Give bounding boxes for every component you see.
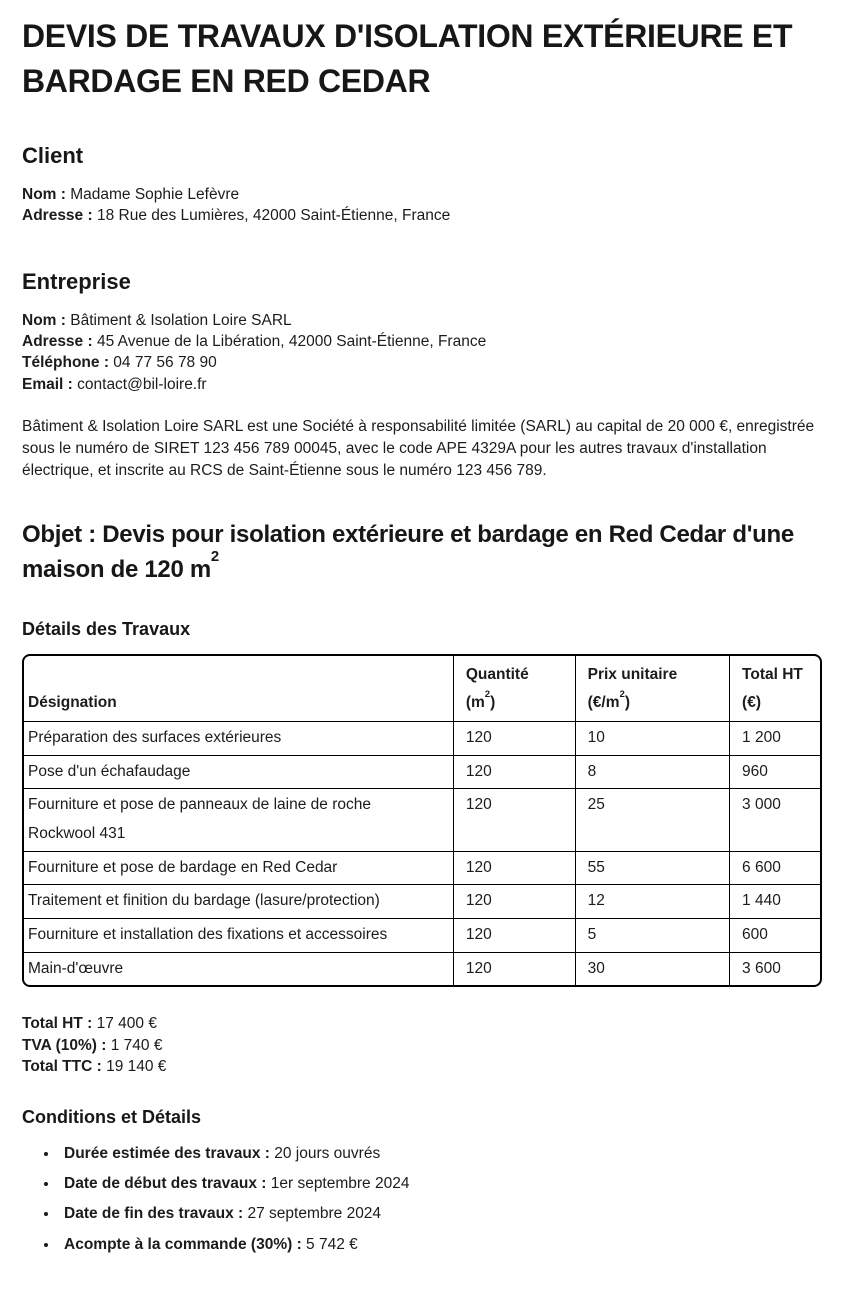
entreprise-telephone-field	[22, 352, 822, 373]
cell-quantite: 120	[454, 756, 576, 790]
travaux-heading: Détails des Travaux	[22, 618, 191, 639]
condition-date-fin-label: Date de fin des travaux :	[64, 1205, 244, 1223]
entreprise-adresse-field	[22, 331, 822, 352]
cell-total-ht: 3 000	[730, 789, 820, 851]
objet-line2: maison de 120 m	[22, 556, 211, 584]
entreprise-telephone-label: Téléphone :	[22, 354, 109, 372]
cell-total-ht: 960	[730, 756, 820, 790]
table-header-row	[24, 656, 820, 722]
cell-quantite: 120	[454, 919, 576, 953]
cell-quantite: 120	[454, 789, 576, 851]
header-cell-designation	[24, 656, 454, 722]
total-ht-line	[22, 1013, 822, 1034]
entreprise-email-value: contact@bil-loire.fr	[77, 375, 207, 393]
entreprise-telephone-value: 04 77 56 78 90	[113, 354, 217, 372]
total-ttc-value: 19 140 €	[106, 1058, 167, 1076]
objet-line1: Objet : Devis pour isolation extérieure et bardage en Red Cedar d'une	[22, 521, 794, 549]
client-nom-field	[22, 184, 822, 205]
header-quantite-label: Quantité	[465, 665, 529, 683]
entreprise-section-heading: Entreprise	[22, 268, 131, 294]
page-title-line2: BARDAGE EN RED CEDAR	[22, 63, 431, 100]
cell-designation: Pose d'un échafaudage	[24, 756, 454, 790]
condition-date-debut-value: 1er septembre 2024	[270, 1174, 410, 1192]
tva-label: TVA (10%) :	[22, 1036, 107, 1054]
condition-acompte-value: 5 742 €	[306, 1235, 358, 1253]
page-title-line1: DEVIS DE TRAVAUX D'ISOLATION EXTÉRIEURE ET	[22, 18, 793, 54]
cell-designation: Fourniture et installation des fixations et accessoires	[24, 919, 454, 953]
condition-date-fin-value: 27 septembre 2024	[247, 1205, 382, 1223]
cell-prix-unitaire: 8	[576, 756, 730, 790]
cell-prix-unitaire: 12	[576, 885, 730, 919]
tva-line	[22, 1035, 822, 1056]
cell-quantite: 120	[454, 852, 576, 886]
header-prix-label: Prix unitaire	[587, 665, 678, 683]
cell-prix-unitaire: 5	[576, 919, 730, 953]
condition-date-debut-label: Date de début des travaux :	[64, 1174, 267, 1192]
conditions-heading: Conditions et Détails	[22, 1106, 202, 1127]
entreprise-nom-value: Bâtiment & Isolation Loire SARL	[70, 311, 292, 329]
cell-designation: Fourniture et pose de bardage en Red Cedar	[24, 852, 454, 886]
entreprise-email-label: Email :	[22, 375, 73, 393]
header-total-label: Total HT	[742, 665, 803, 683]
quantite-unit-suffix: )	[490, 694, 496, 712]
cell-quantite: 120	[454, 885, 576, 919]
cell-total-ht: 6 600	[730, 852, 820, 886]
client-fields	[22, 184, 822, 227]
totals-block	[22, 1013, 822, 1077]
header-prix-unit	[587, 688, 631, 712]
total-ht-label: Total HT :	[22, 1015, 93, 1033]
table-row	[24, 789, 820, 851]
table-row	[24, 885, 820, 919]
tva-value: 1 740 €	[110, 1036, 163, 1054]
client-nom-value: Madame Sophie Lefèvre	[70, 185, 240, 203]
cell-designation: Fourniture et pose de panneaux de laine de roche Rockwool 431	[24, 789, 454, 851]
header-cell-prix-unitaire	[576, 656, 730, 722]
objet-superscript: 2	[210, 549, 219, 566]
condition-acompte-label: Acompte à la commande (30%) :	[64, 1235, 302, 1253]
total-ttc-label: Total TTC :	[22, 1058, 102, 1076]
client-adresse-field	[22, 205, 822, 226]
cell-total-ht: 1 200	[730, 722, 820, 756]
cell-prix-unitaire: 10	[576, 722, 730, 756]
table-row	[24, 756, 820, 790]
table-row	[24, 722, 820, 756]
header-total-unit: (€)	[742, 694, 761, 712]
client-nom-label: Nom :	[22, 185, 66, 203]
header-cell-quantite	[454, 656, 576, 722]
cell-quantite: 120	[454, 722, 576, 756]
table-row	[24, 852, 820, 886]
cell-total-ht: 1 440	[730, 885, 820, 919]
total-ttc-line	[22, 1056, 822, 1077]
client-adresse-label: Adresse :	[22, 207, 93, 225]
quantite-unit-sup: 2	[484, 688, 491, 700]
prix-unit-sup: 2	[619, 688, 625, 700]
condition-item-date-debut	[59, 1173, 822, 1194]
table-row	[24, 953, 820, 986]
page-title	[22, 14, 822, 105]
works-table	[22, 654, 822, 988]
table-row	[24, 919, 820, 953]
client-adresse-value: 18 Rue des Lumières, 42000 Saint-Étienne, France	[96, 207, 451, 225]
entreprise-nom-field	[22, 310, 822, 331]
company-description: Bâtiment & Isolation Loire SARL est une Société à responsabilité limitée (SARL) au capital de 20 000 €, enregistrée sous le numéro de SIRET 123 456 789 00045, avec le code APE 4329A pour les autres travaux d'installation électrique, et inscrite au RCS de Saint-Étienne sous le numéro 123 456 789.	[22, 418, 815, 479]
condition-duree-label: Durée estimée des travaux :	[64, 1144, 270, 1162]
total-ht-value: 17 400 €	[96, 1015, 157, 1033]
condition-duree-value: 20 jours ouvrés	[274, 1144, 381, 1162]
entreprise-fields	[22, 310, 822, 396]
objet-heading	[22, 517, 822, 588]
entreprise-adresse-label: Adresse :	[22, 333, 93, 350]
cell-designation: Préparation des surfaces extérieures	[24, 722, 454, 756]
cell-prix-unitaire: 55	[576, 852, 730, 886]
cell-total-ht: 600	[730, 919, 820, 953]
header-quantite-unit	[465, 688, 496, 712]
cell-quantite: 120	[454, 953, 576, 986]
header-designation-label: Désignation	[28, 694, 117, 712]
cell-designation: Main-d'œuvre	[24, 953, 454, 986]
condition-item-date-fin	[59, 1203, 822, 1224]
entreprise-nom-label: Nom :	[22, 311, 66, 329]
header-cell-total-ht	[730, 656, 820, 722]
conditions-list	[22, 1143, 822, 1256]
cell-designation: Traitement et finition du bardage (lasure/protection)	[24, 885, 454, 919]
entreprise-adresse-value: 45 Avenue de la Libération, 42000 Saint-Étienne, France	[96, 333, 487, 350]
client-section-heading: Client	[22, 142, 84, 168]
cell-total-ht: 3 600	[742, 959, 781, 977]
condition-item-duree	[59, 1143, 822, 1164]
cell-prix-unitaire: 30	[576, 953, 730, 986]
cell-prix-unitaire: 25	[576, 789, 730, 851]
prix-unit-prefix: (€/m	[587, 694, 620, 712]
entreprise-email-field	[22, 374, 822, 395]
condition-item-acompte	[59, 1234, 822, 1255]
prix-unit-suffix: )	[624, 694, 631, 712]
quantite-unit-prefix: (m	[465, 694, 485, 712]
